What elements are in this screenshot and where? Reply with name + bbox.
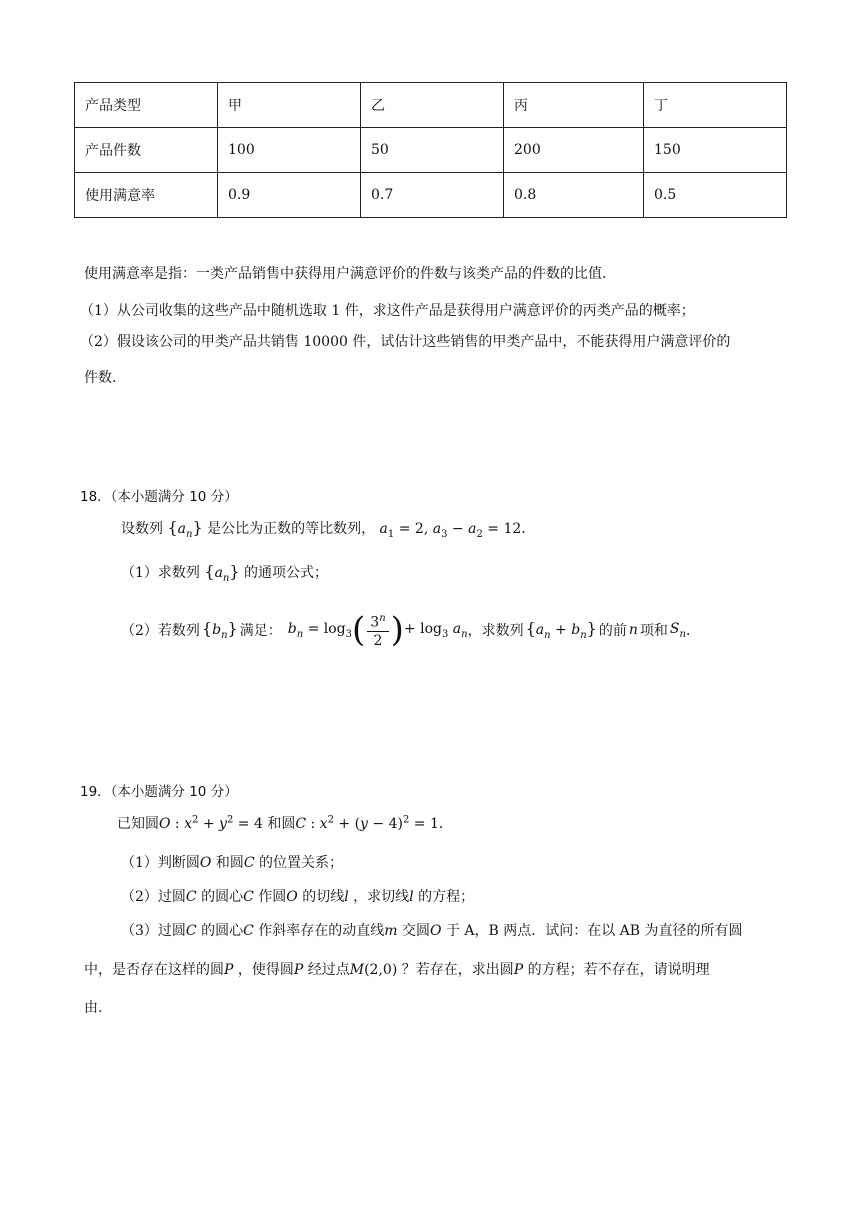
q18-stem-prefix: 设数列: [121, 521, 163, 537]
product-table: [74, 82, 787, 218]
q19-part1-mid: 和圆: [215, 855, 244, 871]
q19-stem-mid: 和圆: [267, 816, 296, 832]
table-cell: 200: [504, 128, 644, 173]
q19-part1: （1）判断圆O 和圆C 的位置关系；: [121, 855, 344, 871]
q18-stem-mid: 是公比为正数的等比数列，: [207, 521, 376, 537]
q19-heading: 19．（本小题满分 10 分）: [80, 784, 238, 800]
q18-part1-prefix: （1）求数列: [121, 565, 200, 581]
table-cell: 丁: [644, 83, 787, 128]
q18-part2-suffix1: 的前: [598, 623, 627, 639]
table-row: [75, 128, 787, 173]
q18-part2-mid: 满足：: [239, 623, 282, 639]
q19-stem-prefix: 已知圆: [117, 816, 159, 832]
q19-part3-line2-e: 的方程；若不存在，请说明理: [527, 962, 710, 978]
q19-part1-prefix: （1）判断圆: [121, 855, 200, 871]
table-cell: 甲: [218, 83, 361, 128]
fraction-term: ( $\frac{3^n}{2}$ ): [352, 610, 404, 650]
q19-part3-d: 交圆: [402, 923, 430, 939]
q18-part2-prefix: （2）若数列: [121, 623, 200, 639]
table-cell: 150: [644, 128, 787, 173]
q19-part3-e: 于 A，B 两点．试问：在以 AB 为直径的所有圆: [445, 923, 743, 939]
q18-heading: 18．（本小题满分 10 分）: [80, 489, 238, 505]
q17-definition: 使用满意率是指：一类产品销售中获得用户满意评价的件数与该类产品的件数的比值.: [84, 266, 607, 282]
table-cell: 100: [218, 128, 361, 173]
q18-stem: 设数列 $\{a_n\}$ 是公比为正数的等比数列， $a_1 = 2$, $a_3 - a_2 = 12$．: [121, 518, 536, 540]
q19-part3-line2-d: ？若存在，求出圆: [401, 962, 514, 978]
table-cell: 0.5: [644, 173, 787, 218]
q19-part3-c: 作斜率存在的动直线: [258, 923, 385, 939]
table-cell: 产品件数: [75, 128, 218, 173]
q19-part3-line2-a: 中，是否存在这样的圆: [84, 962, 224, 978]
q19-part3-line3: 由.: [84, 1000, 103, 1016]
q19-part1-suffix: 的位置关系；: [259, 855, 344, 871]
q19-part3-line1: （3）过圆C 的圆心C 作斜率存在的动直线m 交圆O 于 A，B 两点．试问：在以 AB 为直径的所有圆: [121, 923, 743, 939]
table-cell: 乙: [361, 83, 504, 128]
q18-part1: （1）求数列 $\{a_n\}$ 的通项公式；: [121, 562, 329, 584]
q19-part3-line2: 中，是否存在这样的圆P ，使得圆P 经过点M(2,0) ？若存在，求出圆P 的方程；若不存在，请说明理: [84, 962, 710, 978]
table-row: [75, 83, 787, 128]
q19-part3-line2-b: ，使得圆: [237, 962, 294, 978]
q19-stem: 已知圆O : $x^2 + y^2 = 4$ 和圆C : $x^2 + (y - 4)^2 = 1$．: [117, 814, 453, 832]
q19-part2-d: 的切线: [302, 889, 345, 905]
q19-part3-b: 的圆心: [201, 923, 244, 939]
table-cell: 0.9: [218, 173, 361, 218]
q17-part1: （1）从公司收集的这些产品中随机选取 1 件，求这件产品是获得用户满意评价的丙类产品的概率；: [80, 303, 695, 319]
table-cell: 产品类型: [75, 83, 218, 128]
table-cell: 0.8: [504, 173, 644, 218]
q17-part2-line2: 件数.: [84, 370, 117, 386]
q19-part2-a: （2）过圆: [121, 889, 186, 905]
table-row: [75, 173, 787, 218]
q18-part2-mid2: ，求数列: [467, 623, 524, 639]
q19-part2-b: 的圆心: [201, 889, 244, 905]
q19-part2: （2）过圆C 的圆心C 作圆O 的切线l ，求切线l 的方程；: [121, 889, 475, 905]
q18-part2: （2）若数列 $\{b_n\}$ 满足： $b_n = \log_3$ ( $\frac{3^n}{2}$ ) + $\log_3 a_n$ ，求数列 $\{a_n + b_n\}$ 的前 n 项和 $S_n$ ．: [121, 610, 700, 650]
q19-part2-f: 的方程；: [418, 889, 475, 905]
table-cell: 使用满意率: [75, 173, 218, 218]
table-cell: 50: [361, 128, 504, 173]
q18-part2-suffix2: 项和: [639, 623, 668, 639]
q18-part1-suffix: 的通项公式；: [244, 565, 329, 581]
q19-part2-c: 作圆: [258, 889, 287, 905]
table-cell: 丙: [504, 83, 644, 128]
q17-part2-line1: （2）假设该公司的甲类产品共销售 10000 件，试估计这些销售的甲类产品中，不能获得用户满意评价的: [80, 334, 731, 350]
q19-part3-a: （3）过圆: [121, 923, 186, 939]
q19-part2-e: ，求切线: [353, 889, 410, 905]
table-cell: 0.7: [361, 173, 504, 218]
q19-part3-line2-c: 经过点: [307, 962, 350, 978]
